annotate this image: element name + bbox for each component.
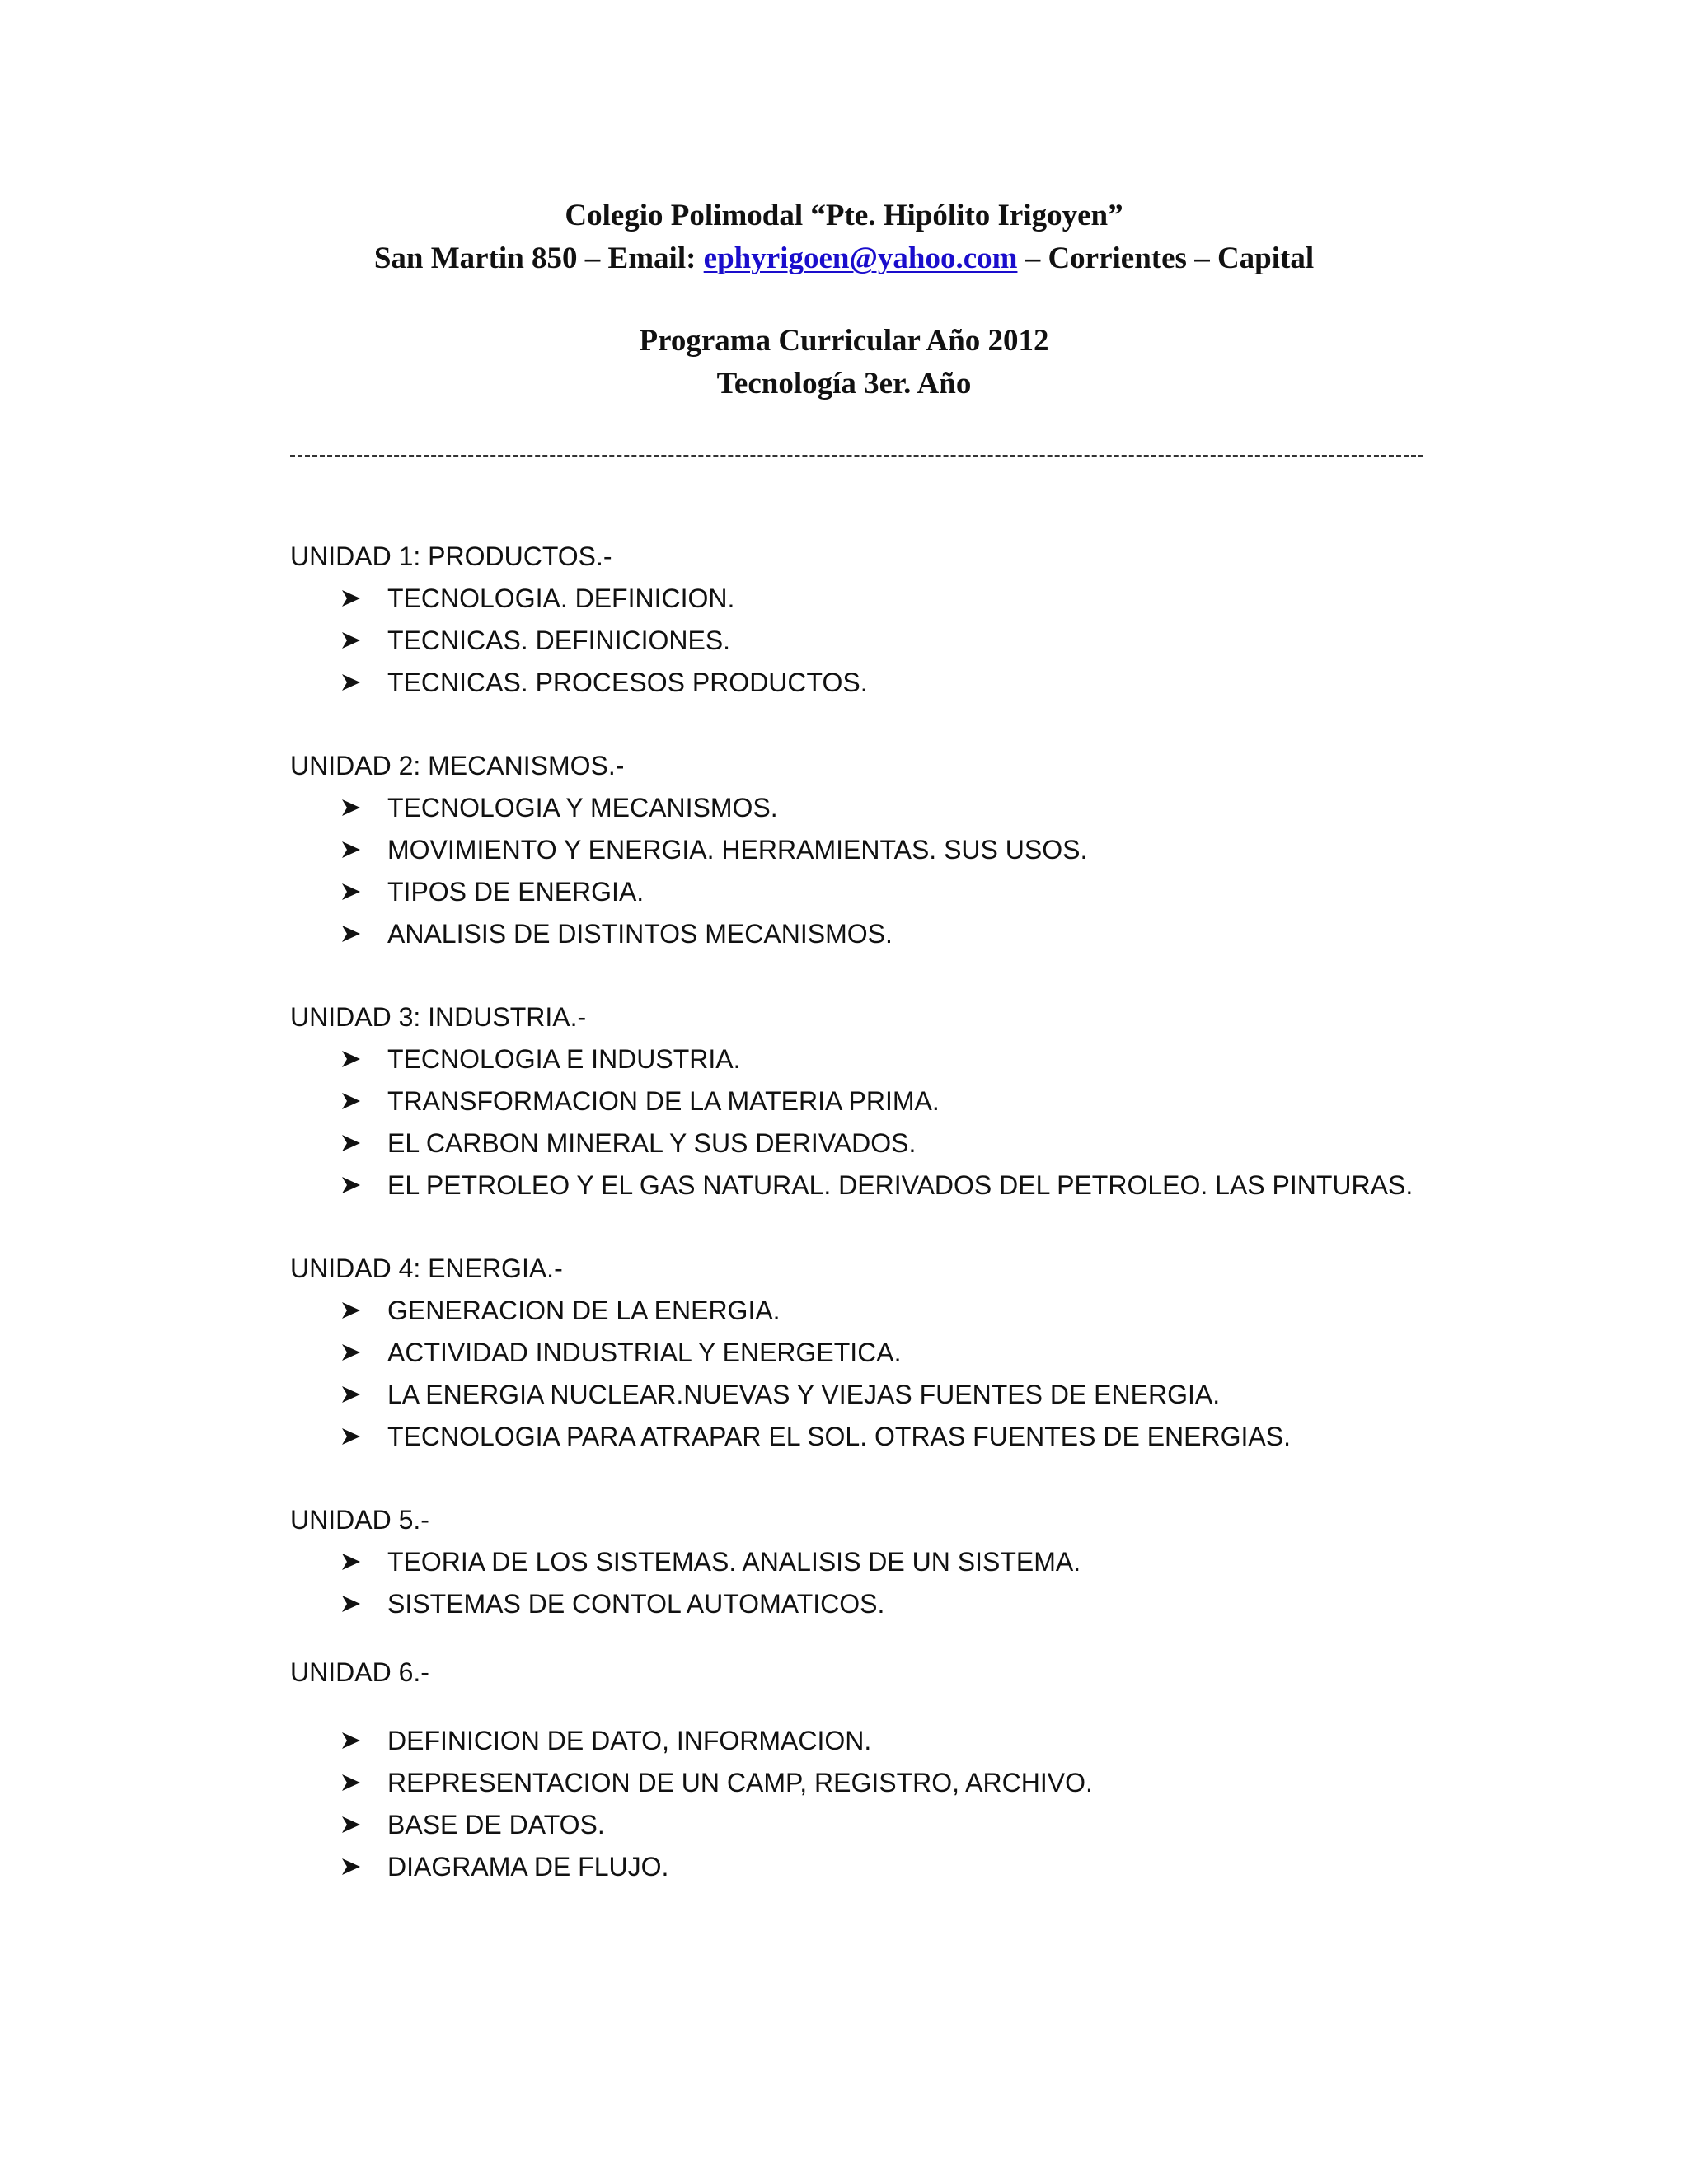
unit-title: UNIDAD 5.-	[290, 1505, 429, 1535]
unit-section	[290, 1652, 1526, 1888]
list-item-text: DIAGRAMA DE FLUJO.	[387, 1852, 669, 1882]
subject-title: Tecnología 3er. Año	[716, 367, 972, 401]
arrowhead-bullet-icon	[341, 1720, 366, 1762]
list-item	[290, 1846, 1526, 1888]
arrowhead-bullet-icon	[341, 1541, 366, 1583]
list-item	[290, 620, 1526, 662]
list-item	[290, 1290, 1526, 1332]
unit-title: UNIDAD 1: PRODUCTOS.-	[290, 541, 612, 571]
list-item	[290, 871, 1526, 913]
arrowhead-bullet-icon	[341, 829, 366, 871]
list-item	[290, 787, 1526, 829]
list-item-text: GENERACION DE LA ENERGIA.	[387, 1296, 781, 1325]
arrowhead-bullet-icon	[341, 1416, 366, 1458]
list-item-text: TECNOLOGIA Y MECANISMOS.	[387, 793, 778, 823]
list-item-text: SISTEMAS DE CONTOL AUTOMATICOS.	[387, 1589, 885, 1619]
arrowhead-bullet-icon	[341, 662, 366, 704]
unit-title: UNIDAD 6.-	[290, 1657, 429, 1687]
unit-items	[290, 787, 1526, 955]
document-header	[0, 194, 1688, 280]
unit-items	[290, 1541, 1526, 1625]
address-prefix: San Martin 850 – Email:	[373, 241, 704, 275]
school-name: Colegio Polimodal “Pte. Hipólito Irigoyen”	[565, 199, 1123, 232]
unit-items	[290, 1720, 1526, 1888]
list-item-text: TECNICAS. PROCESOS PRODUCTOS.	[387, 668, 868, 697]
arrowhead-bullet-icon	[341, 1374, 366, 1416]
arrowhead-bullet-icon	[341, 787, 366, 829]
dashed-divider	[290, 455, 1423, 457]
unit-section	[290, 1499, 1526, 1625]
list-item-text: REPRESENTACION DE UN CAMP, REGISTRO, ARCHIVO.	[387, 1768, 1093, 1797]
list-item-text: EL PETROLEO Y EL GAS NATURAL. DERIVADOS DEL PETROLEO. LAS PINTURAS.	[387, 1170, 1414, 1200]
list-item-text: MOVIMIENTO Y ENERGIA. HERRAMIENTAS. SUS USOS.	[387, 835, 1088, 865]
unit-items	[290, 1038, 1526, 1207]
unit-section	[290, 536, 1526, 704]
list-item-text: TIPOS DE ENERGIA.	[387, 877, 645, 907]
program-header	[0, 320, 1688, 405]
list-item	[290, 662, 1526, 704]
list-item	[290, 578, 1526, 620]
units-list	[290, 536, 1526, 1929]
list-item-text: DEFINICION DE DATO, INFORMACION.	[387, 1726, 872, 1755]
arrowhead-bullet-icon	[341, 1804, 366, 1846]
list-item	[290, 1165, 1526, 1207]
unit-title: UNIDAD 3: INDUSTRIA.-	[290, 1002, 587, 1032]
arrowhead-bullet-icon	[341, 620, 366, 662]
arrowhead-bullet-icon	[341, 1332, 366, 1374]
list-item	[290, 1038, 1526, 1080]
arrowhead-bullet-icon	[341, 1583, 366, 1625]
address-suffix: – Corrientes – Capital	[1017, 241, 1315, 275]
school-address-line	[0, 237, 1688, 280]
unit-section	[290, 996, 1526, 1207]
unit-title: UNIDAD 4: ENERGIA.-	[290, 1254, 563, 1283]
arrowhead-bullet-icon	[341, 1762, 366, 1804]
unit-section	[290, 1248, 1526, 1458]
list-item	[290, 1416, 1526, 1458]
arrowhead-bullet-icon	[341, 1038, 366, 1080]
list-item-text: BASE DE DATOS.	[387, 1810, 605, 1840]
list-item-text: TECNOLOGIA. DEFINICION.	[387, 583, 735, 613]
list-item-text: TECNOLOGIA PARA ATRAPAR EL SOL. OTRAS FUENTES DE ENERGIAS.	[387, 1422, 1291, 1451]
list-item	[290, 913, 1526, 955]
list-item	[290, 1720, 1526, 1762]
list-item-text: EL CARBON MINERAL Y SUS DERIVADOS.	[387, 1128, 917, 1158]
arrowhead-bullet-icon	[341, 913, 366, 955]
list-item	[290, 1080, 1526, 1122]
list-item-text: TRANSFORMACION DE LA MATERIA PRIMA.	[387, 1086, 940, 1116]
list-item-text: LA ENERGIA NUCLEAR.NUEVAS Y VIEJAS FUENTES DE ENERGIA.	[387, 1380, 1221, 1409]
unit-items	[290, 578, 1526, 704]
arrowhead-bullet-icon	[341, 1290, 366, 1332]
list-item	[290, 1332, 1526, 1374]
list-item-text: TECNOLOGIA E INDUSTRIA.	[387, 1044, 741, 1074]
list-item	[290, 1374, 1526, 1416]
list-item	[290, 829, 1526, 871]
arrowhead-bullet-icon	[341, 1080, 366, 1122]
list-item-text: ANALISIS DE DISTINTOS MECANISMOS.	[387, 919, 893, 949]
arrowhead-bullet-icon	[341, 578, 366, 620]
unit-items	[290, 1290, 1526, 1458]
program-title: Programa Curricular Año 2012	[639, 324, 1049, 358]
list-item	[290, 1804, 1526, 1846]
list-item	[290, 1122, 1526, 1165]
arrowhead-bullet-icon	[341, 871, 366, 913]
list-item-text: ACTIVIDAD INDUSTRIAL Y ENERGETICA.	[387, 1338, 902, 1367]
list-item-text: TEORIA DE LOS SISTEMAS. ANALISIS DE UN SISTEMA.	[387, 1547, 1081, 1577]
arrowhead-bullet-icon	[341, 1165, 366, 1207]
arrowhead-bullet-icon	[341, 1846, 366, 1888]
list-item	[290, 1762, 1526, 1804]
arrowhead-bullet-icon	[341, 1122, 366, 1165]
list-item	[290, 1541, 1526, 1583]
list-item	[290, 1583, 1526, 1625]
unit-section	[290, 745, 1526, 955]
email-link[interactable]: ephyrigoen@yahoo.com	[703, 241, 1018, 275]
unit-title: UNIDAD 2: MECANISMOS.-	[290, 751, 625, 780]
list-item-text: TECNICAS. DEFINICIONES.	[387, 626, 731, 655]
